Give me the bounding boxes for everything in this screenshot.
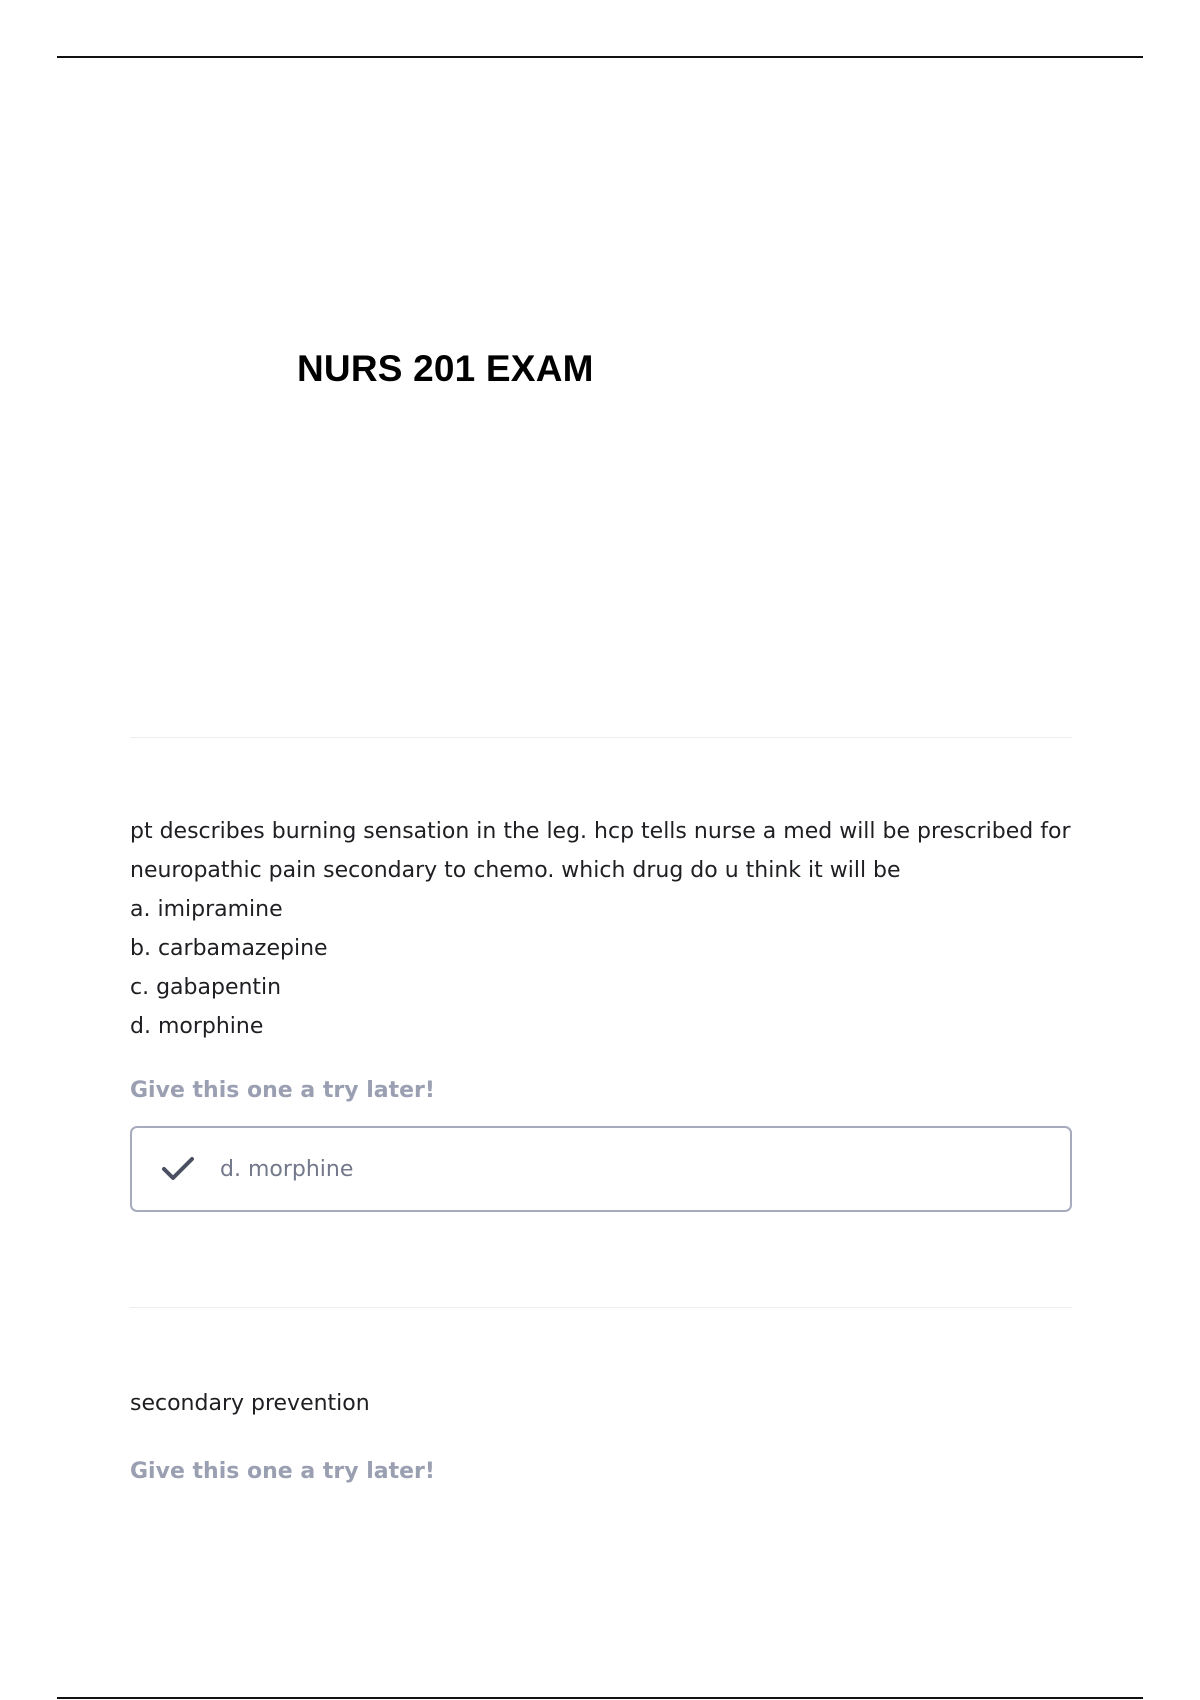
top-rule xyxy=(57,56,1143,58)
try-later-hint: Give this one a try later! xyxy=(130,1078,435,1103)
question-line: secondary prevention xyxy=(130,1391,370,1416)
answer-text: d. morphine xyxy=(220,1156,354,1182)
card-divider xyxy=(130,1307,1072,1308)
flashcard xyxy=(130,1384,1072,1484)
question-line: pt describes burning sensation in the leg. hcp tells nurse a med will be prescribed for xyxy=(130,819,1071,844)
option-a: a. imipramine xyxy=(130,897,283,922)
document-title: NURS 201 EXAM xyxy=(297,348,594,389)
option-d: d. morphine xyxy=(130,1014,264,1039)
card-divider xyxy=(130,737,1072,738)
option-b: b. carbamazepine xyxy=(130,936,328,961)
answer-box[interactable] xyxy=(130,1126,1072,1212)
question-text xyxy=(130,812,1072,1046)
bottom-rule xyxy=(57,1697,1143,1699)
question-text xyxy=(130,1384,1072,1423)
try-later-hint: Give this one a try later! xyxy=(130,1459,435,1484)
question-line: neuropathic pain secondary to chemo. which drug do u think it will be xyxy=(130,858,901,883)
check-icon xyxy=(160,1154,196,1184)
flashcard xyxy=(130,812,1072,1212)
option-c: c. gabapentin xyxy=(130,975,282,1000)
